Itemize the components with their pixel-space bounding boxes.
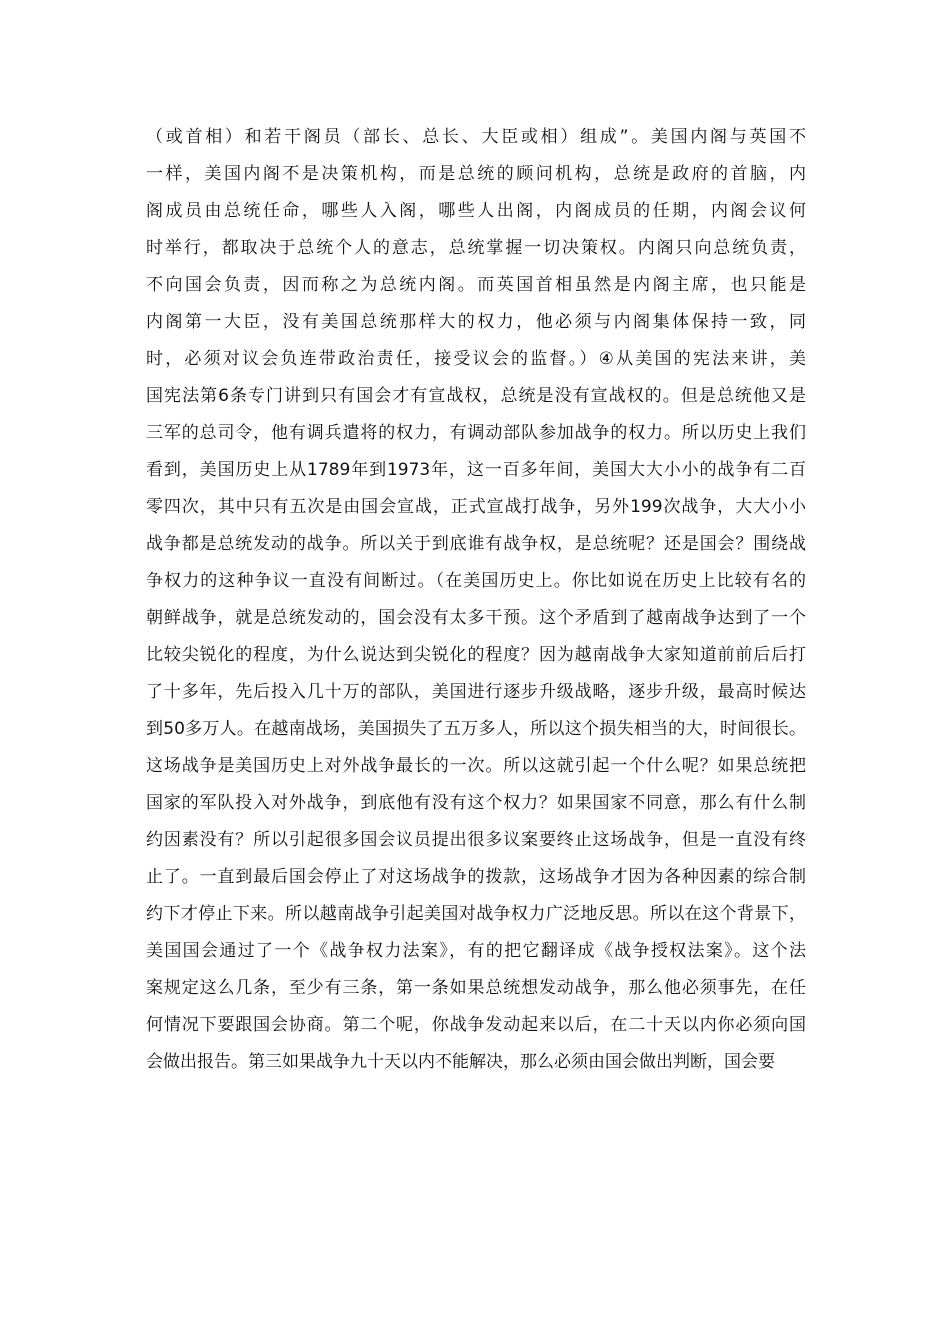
text-line: 止了。一直到最后国会停止了对这场战争的拨款，这场战争才因为各种因素的综合制	[146, 867, 806, 887]
text-line: 到50多万人。在越南战场，美国损失了五万多人，所以这个损失相当的大，时间很长。	[146, 719, 806, 739]
text-line: 美国国会通过了一个《战争权力法案》，有的把它翻译成《战争授权法案》。这个法	[146, 941, 806, 961]
text-line: 比较尖锐化的程度，为什么说达到尖锐化的程度？因为越南战争大家知道前前后后打	[146, 645, 806, 665]
text-line: 会做出报告。第三如果战争九十天以内不能解决，那么必须由国会做出判断，国会要	[146, 1052, 775, 1072]
text-line: 看到，美国历史上从1789年到1973年，这一百多年间，美国大大小小的战争有二百	[146, 460, 806, 480]
text-line: 阁成员由总统任命，哪些人入阁，哪些人出阁，内阁成员的任期，内阁会议何	[146, 201, 806, 221]
text-line: 案规定这么几条，至少有三条，第一条如果总统想发动战争，那么他必须事先，在任	[146, 978, 806, 998]
text-line: 一样，美国内阁不是决策机构，而是总统的顾问机构，总统是政府的首脑，内	[146, 164, 806, 184]
text-line: 了十多年，先后投入几十万的部队，美国进行逐步升级战略，逐步升级，最高时候达	[146, 682, 806, 702]
text-line: （或首相）和若干阁员（部长、总长、大臣或相）组成”。美国内阁与英国不	[146, 127, 806, 147]
text-line: 战争都是总统发动的战争。所以关于到底谁有战争权，是总统呢？还是国会？围绕战	[146, 534, 806, 554]
text-line: 国宪法第6条专门讲到只有国会才有宣战权，总统是没有宣战权的。但是总统他又是	[146, 386, 806, 406]
text-line: 朝鲜战争，就是总统发动的，国会没有太多干预。这个矛盾到了越南战争达到了一个	[146, 608, 806, 628]
text-line: 内阁第一大臣，没有美国总统那样大的权力，他必须与内阁集体保持一致，同	[146, 312, 806, 332]
text-line: 何情况下要跟国会协商。第二个呢，你战争发动起来以后，在二十天以内你必须向国	[146, 1015, 806, 1035]
text-line: 时举行，都取决于总统个人的意志，总统掌握一切决策权。内阁只向总统负责，	[146, 238, 806, 258]
text-line: 争权力的这种争议一直没有间断过。（在美国历史上。你比如说在历史上比较有名的	[146, 571, 806, 591]
text-line: 约因素没有？所以引起很多国会议员提出很多议案要终止这场战争，但是一直没有终	[146, 830, 806, 850]
text-line: 零四次，其中只有五次是由国会宣战，正式宣战打战争，另外199次战争，大大小小	[146, 497, 806, 517]
body-text	[146, 119, 806, 1081]
text-line: 时，必须对议会负连带政治责任，接受议会的监督。）④从美国的宪法来讲，美	[146, 349, 806, 369]
text-line: 三军的总司令，他有调兵遣将的权力，有调动部队参加战争的权力。所以历史上我们	[146, 423, 806, 443]
text-line: 不向国会负责，因而称之为总统内阁。而英国首相虽然是内阁主席，也只能是	[146, 275, 806, 295]
text-line: 约下才停止下来。所以越南战争引起美国对战争权力广泛地反思。所以在这个背景下，	[146, 904, 806, 924]
text-line: 这场战争是美国历史上对外战争最长的一次。所以这就引起一个什么呢？如果总统把	[146, 756, 806, 776]
text-line: 国家的军队投入对外战争，到底他有没有这个权力？如果国家不同意，那么有什么制	[146, 793, 806, 813]
